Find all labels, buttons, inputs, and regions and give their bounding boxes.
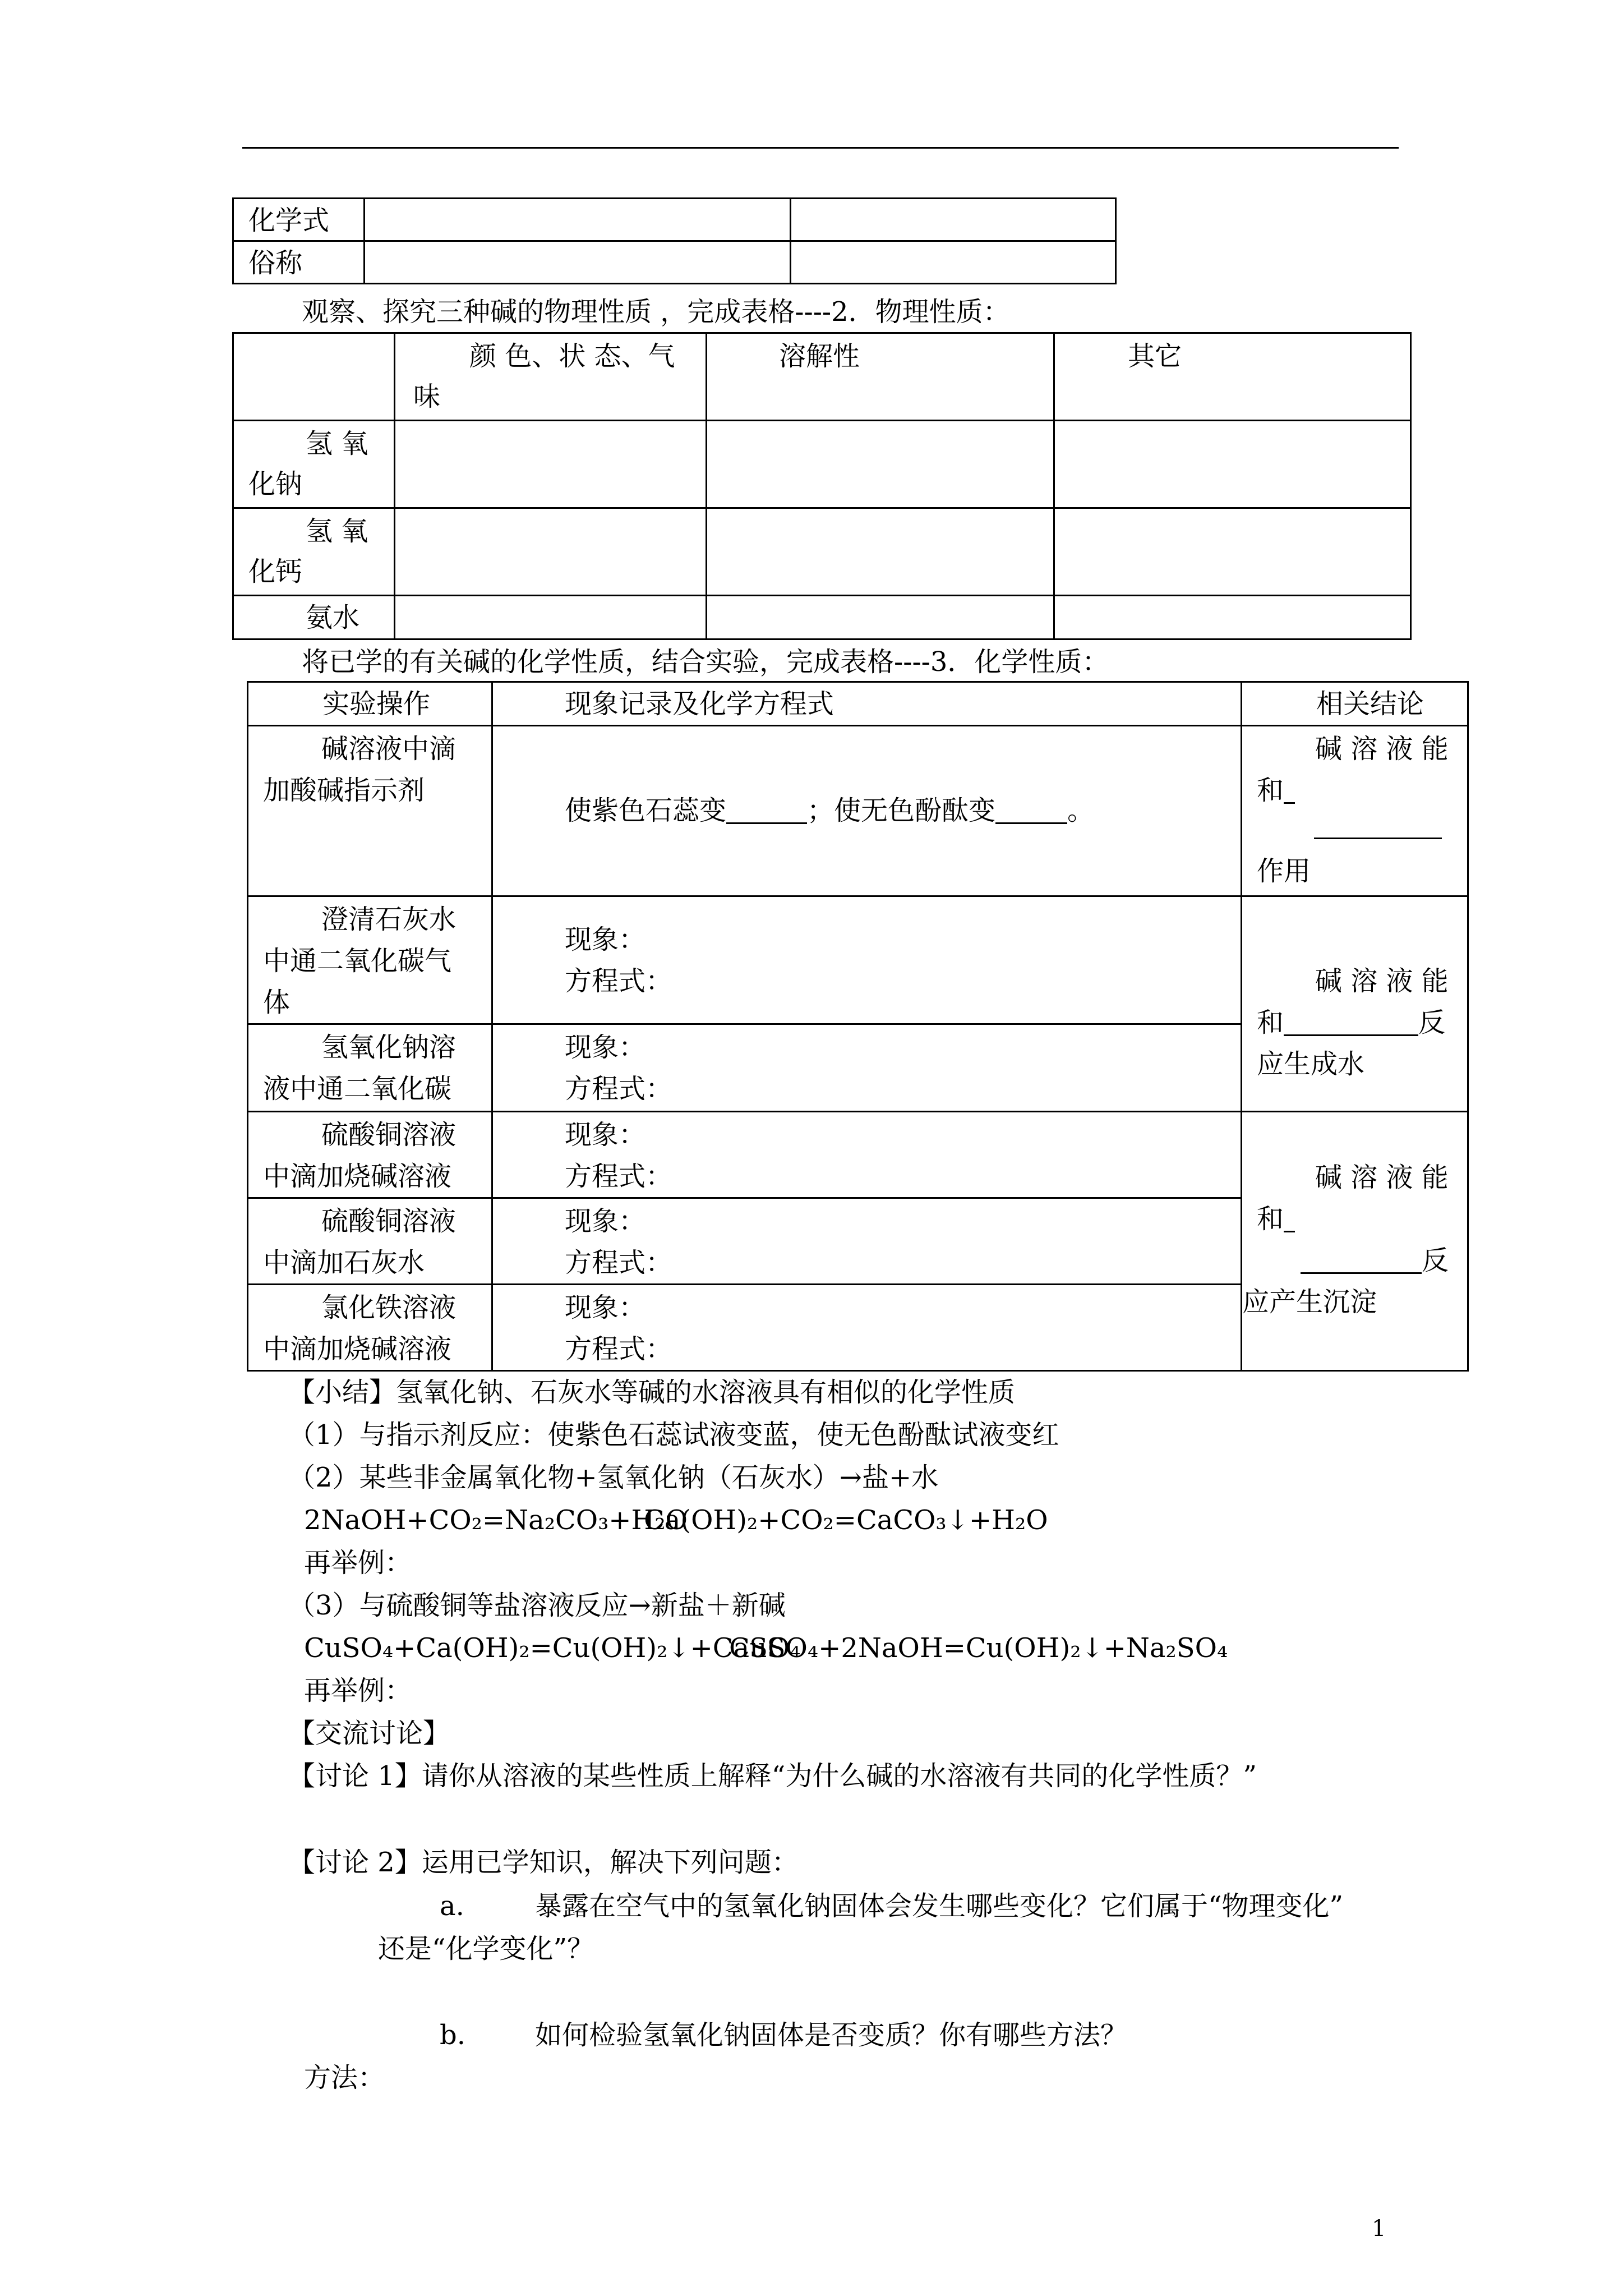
chemical-properties-table xyxy=(247,681,1469,1372)
acid-blank[interactable] xyxy=(1284,1010,1418,1036)
equation-cuso4-caoh2: CuSO₄+Ca(OH)₂=Cu(OH)₂↓+CaSO₄ xyxy=(304,1632,801,1664)
chem-row6-op: 氯化铁溶液 中滴加烧碱溶液 xyxy=(248,1285,492,1371)
summary-title: 【小结】氢氧化钠、石灰水等碱的水溶液具有相似的化学性质 xyxy=(288,1377,1016,1408)
chem-row4-op: 硫酸铜溶液 中滴加烧碱溶液 xyxy=(248,1112,492,1198)
summary-point-3: （3）与硫酸铜等盐溶液反应→新盐＋新碱 xyxy=(288,1590,786,1621)
common-name-blank-2 xyxy=(791,241,1116,284)
header-rule xyxy=(242,147,1399,149)
formula-blank-1 xyxy=(365,199,791,241)
question-a-label: a. xyxy=(440,1890,464,1922)
chem-row3-record: 现象： 方程式： xyxy=(492,1024,1242,1112)
chem-row4-record: 现象： 方程式： xyxy=(492,1112,1242,1198)
summary-point-1: （1）与指示剂反应：使紫色石蕊试液变蓝，使无色酚酞试液变红 xyxy=(288,1419,1059,1451)
chem-row5-op: 硫酸铜溶液 中滴加石灰水 xyxy=(248,1198,492,1285)
chem-row1-conclusion: 碱 溶 液 能 和 作用 xyxy=(1242,726,1468,896)
discussion-1: 【讨论 1】请你从溶液的某些性质上解释“为什么碱的水溶液有共同的化学性质？” xyxy=(288,1760,1257,1792)
physical-header-other: 其它 xyxy=(1054,333,1411,421)
common-name-label-cell: 俗称 xyxy=(233,241,365,284)
discussion-title: 【交流讨论】 xyxy=(288,1718,450,1749)
equation-naoh-co2: 2NaOH+CO₂=Na₂CO₃+H₂O xyxy=(304,1504,688,1536)
chem-header-record: 现象记录及化学方程式 xyxy=(492,682,1242,726)
physical-properties-table xyxy=(232,332,1412,640)
page-number: 1 xyxy=(1372,2216,1386,2242)
chem-row6-record: 现象： 方程式： xyxy=(492,1285,1242,1371)
physical-header-solubility: 溶解性 xyxy=(707,333,1054,421)
chem-row5-record: 现象： 方程式： xyxy=(492,1198,1242,1285)
summary-example-2: 再举例： xyxy=(304,1675,412,1706)
formula-table xyxy=(232,197,1117,284)
summary-point-2: （2）某些非金属氧化物+氢氧化钠（石灰水）→盐+水 xyxy=(288,1462,939,1493)
method-label: 方法： xyxy=(304,2062,385,2093)
chem-header-conclusion: 相关结论 xyxy=(1242,682,1468,726)
indicator-blank[interactable] xyxy=(1314,815,1442,839)
phenolphthalein-blank[interactable] xyxy=(995,798,1067,824)
summary-example-1: 再举例： xyxy=(304,1547,412,1579)
salt-blank[interactable] xyxy=(1301,1248,1422,1274)
physical-header-appearance: 颜 色、状 态、气 味 xyxy=(395,333,707,421)
chem-row1-op: 碱溶液中滴 加酸碱指示剂 xyxy=(248,726,492,896)
question-a-text: 暴露在空气中的氢氧化钠固体会发生哪些变化？它们属于“物理变化” xyxy=(535,1890,1344,1922)
chem-row3-op: 氢氧化钠溶 液中通二氧化碳 xyxy=(248,1024,492,1112)
question-a-text-cont: 还是“化学变化”？ xyxy=(378,1933,594,1964)
question-b-label: b. xyxy=(440,2019,465,2051)
chem-header-op: 实验操作 xyxy=(248,682,492,726)
equation-caoh2-co2: Ca(OH)₂+CO₂=CaCO₃↓+H₂O xyxy=(644,1504,1048,1536)
discussion-2: 【讨论 2】运用已学知识，解决下列问题： xyxy=(288,1847,799,1878)
physical-row-ammonia: 氨水 xyxy=(233,596,395,639)
physical-row-naoh: 氢 氧 化钠 xyxy=(233,421,395,508)
physical-properties-intro: 观察、探究三种碱的物理性质 ，完成表格----2．物理性质： xyxy=(302,296,1010,328)
question-b-text: 如何检验氢氧化钠固体是否变质？你有哪些方法？ xyxy=(535,2019,1128,2051)
physical-header-blank xyxy=(233,333,395,421)
chemical-properties-intro: 将已学的有关碱的化学性质，结合实验，完成表格----3．化学性质： xyxy=(302,646,1109,678)
physical-row-caoh2: 氢 氧 化钙 xyxy=(233,508,395,596)
chem-row2-op: 澄清石灰水 中通二氧化碳气 体 xyxy=(248,896,492,1024)
chem-row23-conclusion: 碱 溶 液 能 和 反 应生成水 xyxy=(1242,896,1468,1112)
litmus-blank[interactable] xyxy=(726,798,807,824)
formula-blank-2 xyxy=(791,199,1116,241)
chem-row1-record: 使紫色石蕊变 ；使无色酚酞变 。 xyxy=(492,726,1242,896)
chem-row2-record: 现象： 方程式： xyxy=(492,896,1242,1024)
formula-label-cell: 化学式 xyxy=(233,199,365,241)
equation-cuso4-naoh: CuSO₄+2NaOH=Cu(OH)₂↓+Na₂SO₄ xyxy=(729,1632,1228,1664)
chem-row456-conclusion: 碱 溶 液 能 和 反 应产生沉淀 xyxy=(1242,1112,1468,1371)
common-name-blank-1 xyxy=(365,241,791,284)
